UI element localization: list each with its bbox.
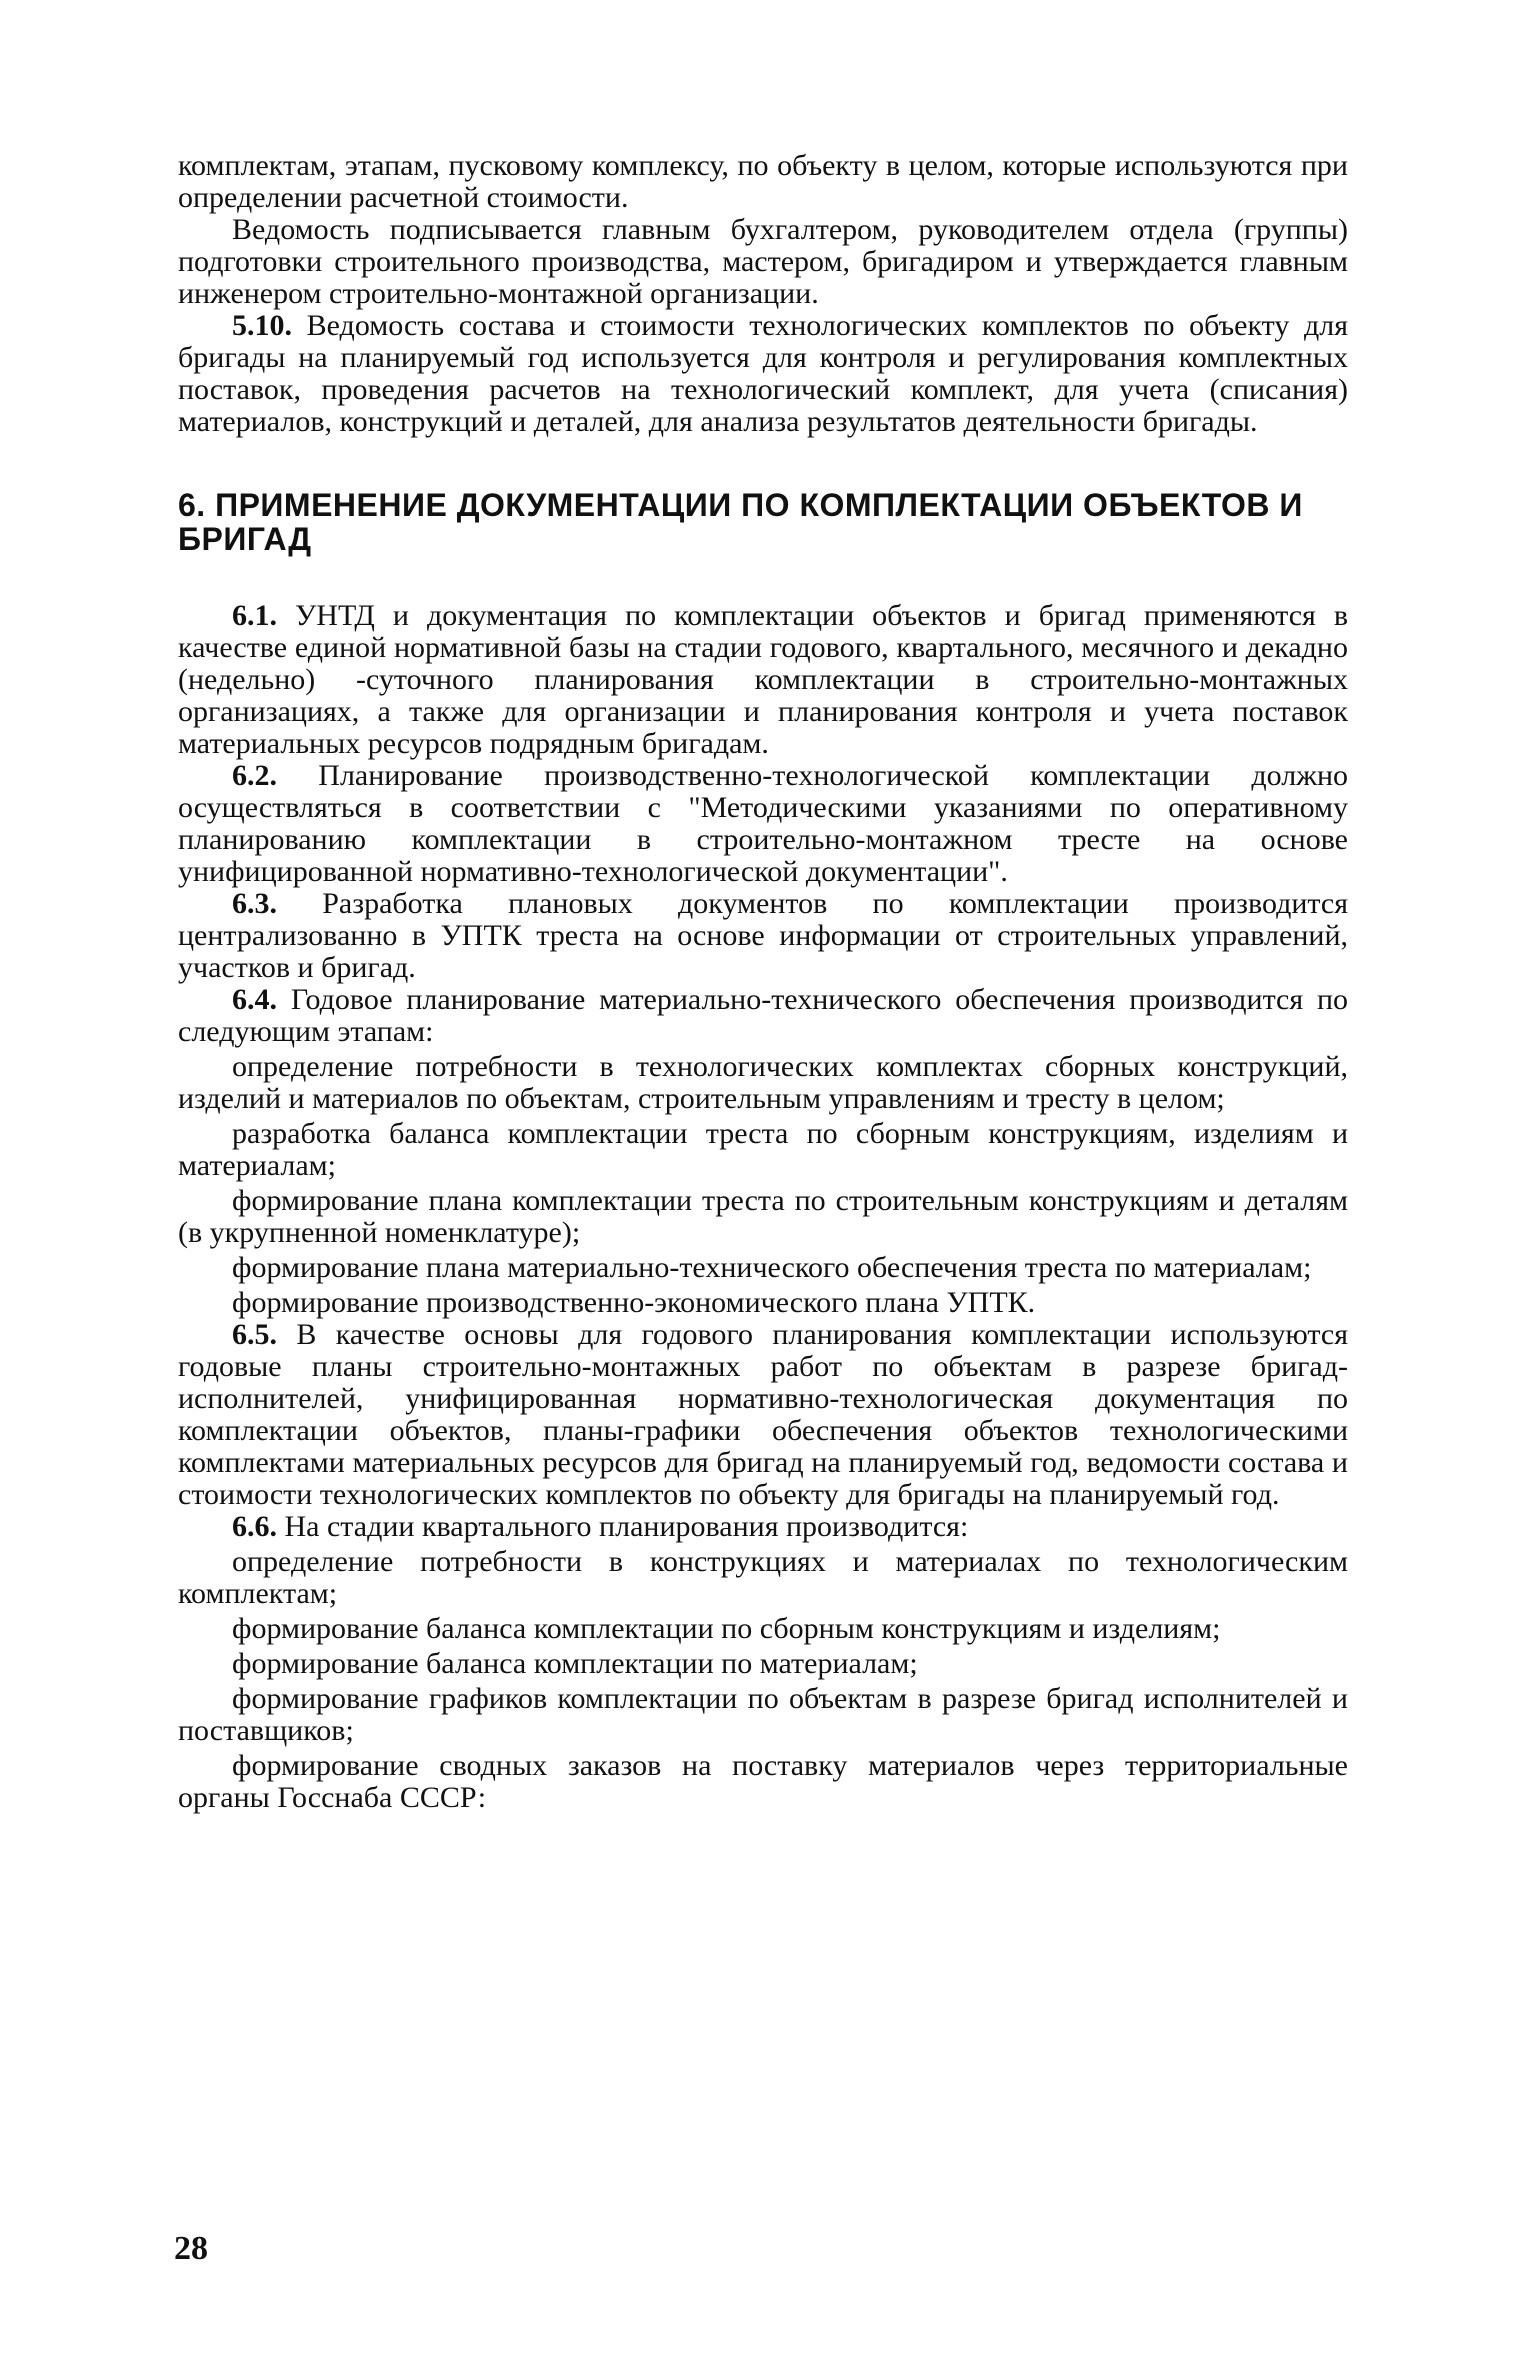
clause-text: Ведомость состава и стоимости технологических комплектов по объекту для бригады на планируемый год используется для контроля и регулирования комплектных поставок, проведения расчетов на технологический комплект, для учета (списания) материалов, конструкций и деталей, для анализа результатов деятельности бригады.	[178, 309, 1348, 438]
clause-text: На стадии квартального планирования производится:	[284, 1510, 969, 1543]
list-item: формирование баланса комплектации по сборным конструкциям и изделиям;	[232, 1612, 1221, 1645]
paragraph-6-3	[178, 888, 1348, 984]
clause-number: 6.5.	[232, 1318, 277, 1351]
paragraph-signature: Ведомость подписывается главным бухгалтером, руководителем отдела (группы) подготовки строительного производства, мастером, бригадиром и утверждается главным инженером строительно-монтажной организации.	[178, 213, 1348, 310]
paragraph-6-5	[178, 1319, 1348, 1511]
clause-number: 6.6.	[232, 1510, 277, 1543]
clause-text: Разработка плановых документов по комплектации производится централизованно в УПТК треста на основе информации от строительных управлений, участков и бригад.	[178, 887, 1348, 984]
list-item: формирование баланса комплектации по материалам;	[232, 1647, 918, 1680]
list-item: определение потребности в технологических комплектах сборных конструкций, изделий и материалов по объектам, строительным управлениям и тресту в целом;	[178, 1050, 1348, 1115]
list-item: формирование плана материально-технического обеспечения треста по материалам;	[232, 1251, 1312, 1284]
paragraph-6-2	[178, 760, 1348, 888]
paragraph-continuation: комплектам, этапам, пусковому комплексу, по объекту в целом, которые используются при определении расчетной стоимости.	[178, 149, 1348, 214]
clause-number: 6.2.	[232, 759, 277, 792]
document-page	[178, 150, 1348, 1814]
clause-number: 6.3.	[232, 887, 277, 920]
section-heading: 6. ПРИМЕНЕНИЕ ДОКУМЕНТАЦИИ ПО КОМПЛЕКТАЦИИ ОБЪЕКТОВ И БРИГАД	[178, 487, 1303, 557]
list-item: формирование производственно-экономического плана УПТК.	[232, 1286, 1036, 1319]
clause-text: Планирование производственно-технологической комплектации должно осуществляться в соответствии с "Методическими указаниями по оперативному планированию комплектации в строительно-монтажном тресте на основе унифицированной нормативно-технологической документации".	[178, 759, 1348, 888]
paragraph-5-10	[178, 310, 1348, 438]
paragraph-6-6	[178, 1511, 1348, 1543]
paragraph-6-4	[178, 984, 1348, 1048]
clause-text: УНТД и документация по комплектации объектов и бригад применяются в качестве единой нормативной базы на стадии годового, квартального, месячного и декадно (недельно) -суточного планирования комплектации в строительно-монтажных организациях, а также для организации и планирования контроля и учета поставок материальных ресурсов подрядным бригадам.	[178, 599, 1349, 760]
paragraph-6-1	[178, 600, 1348, 760]
list-item: формирование плана комплектации треста по строительным конструкциям и деталям (в укрупненной номенклатуре);	[178, 1184, 1348, 1249]
list-item: разработка баланса комплектации треста по сборным конструкциям, изделиям и материалам;	[178, 1117, 1348, 1182]
clause-number: 6.1.	[232, 599, 277, 632]
clause-text: В качестве основы для годового планирования комплектации используются годовые планы строительно-монтажных работ по объектам в разрезе бригад-исполнителей, унифицированная нормативно-технологическая документация по комплектации объектов, планы-графики обеспечения объектов технологическими комплектами материальных ресурсов для бригад на планируемый год, ведомости состава и стоимости технологических комплектов по объекту для бригады на планируемый год.	[178, 1318, 1349, 1511]
list-item: формирование сводных заказов на поставку материалов через территориальные органы Госснаба СССР:	[178, 1749, 1348, 1814]
clause-number: 6.4.	[232, 983, 277, 1016]
list-item: определение потребности в конструкциях и материалах по технологическим комплектам;	[178, 1545, 1348, 1610]
page-number: 28	[174, 2230, 208, 2267]
clause-number: 5.10.	[232, 309, 292, 342]
list-item: формирование графиков комплектации по объектам в разрезе бригад исполнителей и поставщиков;	[178, 1682, 1348, 1747]
clause-text: Годовое планирование материально-технического обеспечения производится по следующим этапам:	[178, 983, 1349, 1048]
